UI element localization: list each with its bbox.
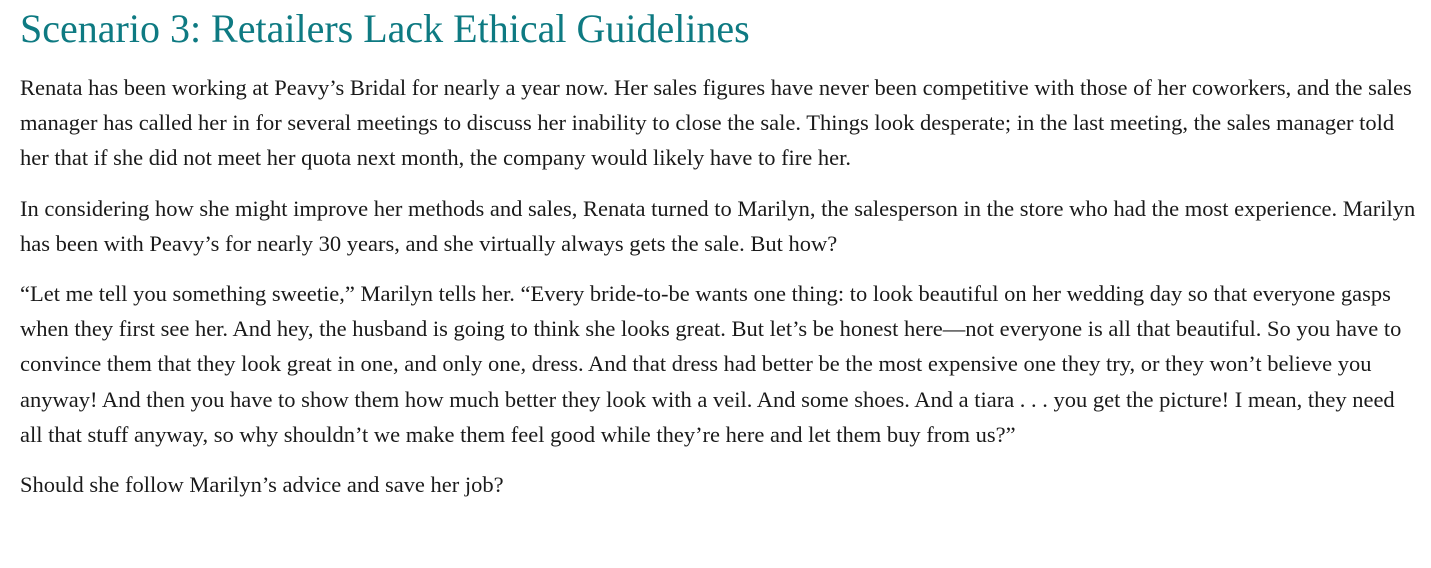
- paragraph-renata-situation: Renata has been working at Peavy’s Bridal for nearly a year now. Her sales figures have never been competitive with those of her coworkers, and the sales manager has called her in for several meetings to discuss her inability to close the sale. Things look desperate; in the last meeting, the sales manager told her that if she did not meet her quota next month, the company would likely have to fire her.: [20, 75, 1412, 171]
- paragraph-question: Should she follow Marilyn’s advice and save her job?: [20, 472, 504, 498]
- paragraph-marilyn-experience: In considering how she might improve her methods and sales, Renata turned to Marilyn, the salesperson in the store who had the most experience. Marilyn has been with Peavy’s for nearly 30 years, and she virtually always gets the sale. But how?: [20, 195, 1416, 256]
- page-title: Scenario 3: Retailers Lack Ethical Guidelines: [20, 6, 750, 51]
- document-page: [20, 0, 1420, 502]
- paragraph-marilyn-advice: “Let me tell you something sweetie,” Marilyn tells her. “Every bride-to-be wants one thing: to look beautiful on her wedding day so that everyone gasps when they first see her. And hey, the husband is going to think she looks great. But let’s be honest here—not everyone is all that beautiful. So you have to convince them that they look great in one, and only one, dress. And that dress had better be the most expensive one they try, or they won’t believe you anyway! And then you have to show them how much better they look with a veil. And some shoes. And a tiara . . . you get the picture! I mean, they need all that stuff anyway, so why shouldn’t we make them feel good while they’re here and let them buy from us?”: [20, 281, 1402, 447]
